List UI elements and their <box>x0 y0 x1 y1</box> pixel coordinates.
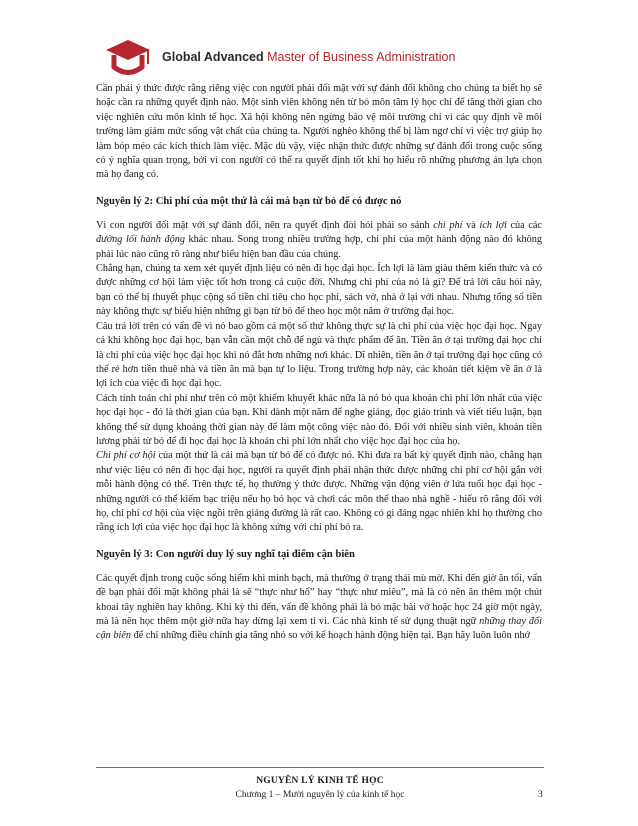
text: và <box>462 219 480 231</box>
emphasis: Chi phí cơ hội <box>96 450 156 462</box>
page-number: 3 <box>538 790 543 800</box>
text: Vì con người đối mặt với sự đánh đổi, nên ra quyết định đòi hỏi phải so sánh <box>96 219 434 231</box>
paragraph-7 <box>96 572 542 644</box>
text: của các <box>506 219 542 231</box>
footer-subtitle: Chương 1 – Mười nguyên lý của kinh tế học <box>235 790 405 800</box>
text: Các quyết định trong cuộc sống hiếm khi minh bạch, mà thường ở trạng thái mù mờ. Khi đến giờ ăn tối, vấn đề bạn phải đối mặt không phải là sẽ “thực như hổ” hay “thực như miêu”, mà là có nên ăn thêm một chút khoai tây nghiền hay không. Khi kỳ thi đến, vấn đề không phải là bỏ mặc bài vở hoặc học 24 giờ một ngày, mà là nên học thêm một giờ nữa hay dừng lại xem ti vi. Các nhà kinh tế sử dụng thuật ngữ <box>96 572 542 627</box>
paragraph-4: Câu trả lời trên có vấn đề vì nó bao gồm cả một số thứ không thực sự là chi phí của việc học đại học. Ngay cả khi không học đại học, bạn vẫn cần một chỗ để ngủ và thực phẩm để ăn. Tiền ăn ở tại trường đại học chỉ là chi phí của việc học đại học khi nó đắt hơn những nơi khác. Dĩ nhiên, tiền ăn ở tại trường đại học cũng có thể rẻ hơn tiền thuê nhà và tiền ăn mà bạn tự lo liệu. Trong trường hợp này, các khoản tiết kiệm về ăn ở là lợi ích của việc đi học đại học. <box>96 320 542 390</box>
brand-rest: Master of Business Administration <box>263 50 456 64</box>
brand-name <box>162 50 455 64</box>
footer-divider <box>96 767 544 768</box>
document-body <box>96 82 542 644</box>
brand-bold: Global Advanced <box>162 50 264 64</box>
emphasis: chi phí <box>433 219 463 231</box>
paragraph-2 <box>96 219 542 262</box>
paragraph-1: Cần phải ý thức được rằng riêng việc con người phải đối mặt với sự đánh đổi không cho chúng ta biết họ sẽ hoặc cần ra những quyết định nào. Một sinh viên không nên từ bỏ môn tâm lý học chỉ để tăng thời gian cho việc nghiên cứu môn kinh tế học. Xã hội không nên ngừng bảo vệ môi trường chỉ vì các quy định về môi trường làm giảm mức sống vật chất của chúng ta. Người nghèo không thể bị làm ngơ chỉ vì việc trợ giúp họ làm bóp méo các kích thích làm việc. Mặc dù vậy, việc nhận thức được những sự đánh đổi trong cuộc sống có ý nghĩa quan trọng, bởi vì con người có thể ra quyết định tốt khi họ hiểu rõ những phương án lựa chọn mà họ đang có. <box>96 83 542 181</box>
text: của một thứ là cái mà bạn từ bỏ để có được nó. Khi đưa ra bất kỳ quyết định nào, chẳng hạn như việc liệu có nên đi học đại học, người ra quyết định phải nhận thức được những chi phí cơ hội gắn với mỗi hành động có thể. Trên thực tế, họ thường ý thức được. Những vận động viên ở lứa tuổi học đại học - những người có thể kiếm bạc triệu nếu họ bỏ học và chơi các môn thể thao nhà nghề - hiểu rõ rằng đối với họ, chi phí cơ hội của việc ngồi trên giảng đường là rất cao. Không có gì đáng ngạc nhiên khi họ thường cho rằng ích lợi của việc học đại học là không xứng với chi phí bỏ ra. <box>96 450 542 534</box>
text: khác nhau. Song trong nhiều trường hợp, chi phí của một hành động nào đó không phải lúc nào cũng rõ ràng như biểu hiện ban đầu của chúng. <box>96 234 542 260</box>
paragraph-5: Cách tính toán chi phí như trên có một khiếm khuyết khác nữa là nó bỏ qua khoản chi phí lớn nhất của việc học đại học - đó là thời gian của bạn. Khi dành một năm để nghe giảng, đọc giáo trình và viết tiểu luận, bạn không thể sử dụng khoảng thời gian này để làm một công việc nào đó. Đối với nhiều sinh viên, khoản tiền lương phải từ bỏ để đi học đại học là khoản chi phí lớn nhất cho việc học đại học của họ. <box>96 392 542 447</box>
heading-principle-3: Nguyên lý 3: Con người duy lý suy nghĩ tại điểm cận biên <box>96 548 355 560</box>
footer-title: NGUYÊN LÝ KINH TẾ HỌC <box>256 776 384 786</box>
heading-principle-2: Nguyên lý 2: Chi phí của một thứ là cái mà bạn từ bỏ để có được nó <box>96 195 402 207</box>
paragraph-3: Chẳng hạn, chúng ta xem xét quyết định liệu có nên đi học đại học. Ích lợi là làm giàu thêm kiến thức và có được những cơ hội làm việc tốt hơn trong cả cuộc đời. Nhưng chi phí của nó là gì? Để trả lời câu hỏi này, bạn có thể bị thuyết phục cộng số tiền chi tiêu cho học phí, sách vở, nhà ở lại với nhau. Nhưng tổng số tiền này không thực sự biểu hiện những gì bạn từ bỏ để theo học một năm ở trường đại học. <box>96 263 542 318</box>
text: để chỉ những điều chỉnh gia tăng nhỏ so với kế hoạch hành động hiện tại. Bạn hãy luôn luôn nhớ <box>131 630 531 642</box>
gmba-logo-icon <box>100 36 156 80</box>
document-header <box>100 36 540 80</box>
emphasis: những thay đổi cận biên <box>96 616 542 642</box>
emphasis: ích lợi <box>479 219 507 231</box>
emphasis: đường lối hành động <box>96 234 185 246</box>
paragraph-6 <box>96 449 542 535</box>
